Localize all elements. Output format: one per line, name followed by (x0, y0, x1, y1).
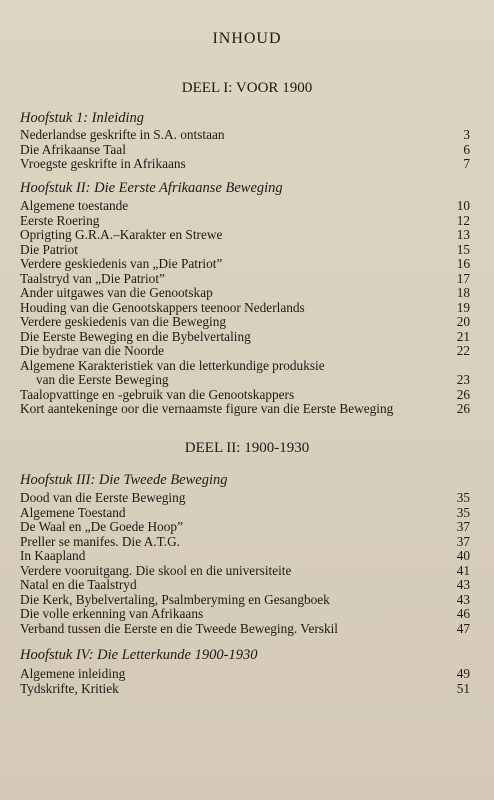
entry-page: 49 (456, 666, 470, 681)
chapter-title-1: Hoofstuk 1: Inleiding (20, 110, 145, 126)
entry-text: Kort aantekeninge oor die vernaamste figure van die Eerste Beweging (20, 401, 394, 416)
chapter-title-4: Hoofstuk IV: Die Letterkunde 1900-1930 (20, 647, 258, 663)
toc-entry (20, 506, 470, 521)
page-title: INHOUD (212, 30, 282, 47)
entry-text: Algemene inleiding (20, 666, 126, 681)
entry-text: De Waal en „De Goede Hoop” (20, 519, 183, 534)
entry-page: 47 (456, 620, 470, 636)
entry-page: 37 (456, 519, 470, 534)
entry-page: 41 (456, 562, 470, 578)
entry-text: Verdere vooruitgang. Die skool en die universiteite (20, 562, 292, 578)
toc-entry (20, 214, 470, 229)
entry-text: Die Kerk, Bybelvertaling, Psalmberyming en Gesangboek (20, 591, 330, 607)
entry-page: 19 (456, 299, 470, 315)
toc-entry (20, 243, 470, 258)
toc-entry (20, 578, 470, 593)
entry-page: 16 (456, 256, 470, 271)
toc-entry (20, 520, 470, 535)
toc-entry (20, 549, 470, 564)
chapter-title-3: Hoofstuk III: Die Tweede Beweging (20, 472, 228, 488)
chapter-1-entries (20, 128, 470, 172)
entry-text: Die Patriot (20, 241, 78, 257)
chapter-title-2: Hoofstuk II: Die Eerste Afrikaanse Beweging (20, 180, 283, 196)
entry-text: Taalstryd van „Die Patriot” (20, 270, 165, 286)
entry-text: Algemene Karakteristiek van die letterkundige produksie (20, 357, 325, 373)
entry-text: Algemene toestande (20, 198, 129, 213)
entry-page: 40 (456, 548, 470, 563)
entry-text: Die volle erkenning van Afrikaans (20, 606, 204, 621)
entry-text: Dood van die Eerste Beweging (20, 490, 186, 505)
entry-page: 37 (456, 533, 470, 549)
entry-page: 35 (456, 490, 470, 505)
entry-page: 10 (456, 198, 470, 213)
entry-page: 21 (456, 328, 470, 344)
entry-page: 46 (456, 606, 470, 621)
entry-text: Die bydrae van die Noorde (20, 343, 164, 358)
entry-page: 26 (456, 401, 470, 416)
toc-entry (20, 535, 470, 550)
toc-entry (20, 388, 470, 403)
toc-entry (20, 359, 470, 388)
entry-page: 6 (463, 141, 470, 157)
toc-entry (20, 564, 470, 579)
entry-text-continued: van die Eerste Beweging (36, 372, 169, 387)
entry-text: Tydskrifte, Kritiek (20, 680, 119, 696)
entry-page: 15 (456, 241, 470, 257)
entry-text: Die Eerste Beweging en die Bybelvertaling (20, 328, 251, 344)
entry-text: Ander uitgawes van die Genootskap (20, 285, 213, 300)
entry-text: Die Afrikaanse Taal (20, 141, 126, 157)
entry-page: 43 (456, 591, 470, 607)
chapter-4-entries (20, 667, 470, 696)
toc-entry (20, 330, 470, 345)
toc-entry (20, 199, 470, 214)
entry-text: Houding van die Genootskappers teenoor Nederlands (20, 299, 305, 315)
part-heading-1: DEEL I: VOOR 1900 (181, 80, 313, 96)
entry-text: Algemene Toestand (20, 504, 126, 520)
toc-entry (20, 593, 470, 608)
chapter-2-entries (20, 199, 470, 417)
entry-page: 35 (456, 504, 470, 520)
toc-entry (20, 491, 470, 506)
entry-page: 26 (456, 386, 470, 402)
entry-page: 20 (456, 314, 470, 329)
chapter-3-entries (20, 491, 470, 636)
entry-page: 51 (456, 680, 470, 696)
toc-entry (20, 682, 470, 697)
toc-entry (20, 301, 470, 316)
toc-entry (20, 143, 470, 158)
entry-text: Nederlandse geskrifte in S.A. ontstaan (20, 127, 225, 142)
entry-page: 43 (456, 577, 470, 592)
entry-page: 22 (456, 343, 470, 358)
entry-page: 18 (456, 285, 470, 300)
entry-text: Vroegste geskrifte in Afrikaans (20, 156, 186, 171)
entry-page: 3 (463, 127, 470, 142)
entry-page: 23 (456, 372, 470, 387)
entry-page: 13 (456, 227, 470, 242)
toc-entry (20, 607, 470, 622)
entry-text: Preller se manifes. Die A.T.G. (20, 533, 181, 549)
entry-text: Eerste Roering (20, 212, 100, 228)
toc-entry (20, 344, 470, 359)
toc-entry (20, 402, 470, 417)
toc-entry (20, 157, 470, 172)
entry-text: Verband tussen die Eerste en die Tweede Beweging. Verskil (20, 620, 338, 636)
toc-entry (20, 272, 470, 287)
toc-entry (20, 622, 470, 637)
entry-page: 12 (456, 212, 470, 228)
entry-text: Taalopvattinge en -gebruik van die Genootskappers (20, 386, 295, 402)
toc-entry (20, 315, 470, 330)
entry-text: Natal en die Taalstryd (20, 577, 137, 592)
entry-text: Verdere geskiedenis van „Die Patriot” (20, 256, 223, 271)
toc-entry (20, 286, 470, 301)
toc-entry (20, 128, 470, 143)
entry-text: In Kaapland (20, 548, 86, 563)
toc-entry (20, 228, 470, 243)
toc-entry (20, 667, 470, 682)
entry-page: 7 (463, 156, 470, 171)
entry-text: Oprigting G.R.A.–Karakter en Strewe (20, 227, 223, 242)
part-heading-2: DEEL II: 1900-1930 (184, 440, 310, 456)
toc-entry (20, 257, 470, 272)
entry-page: 17 (456, 270, 470, 286)
entry-text: Verdere geskiedenis van die Beweging (20, 314, 227, 329)
